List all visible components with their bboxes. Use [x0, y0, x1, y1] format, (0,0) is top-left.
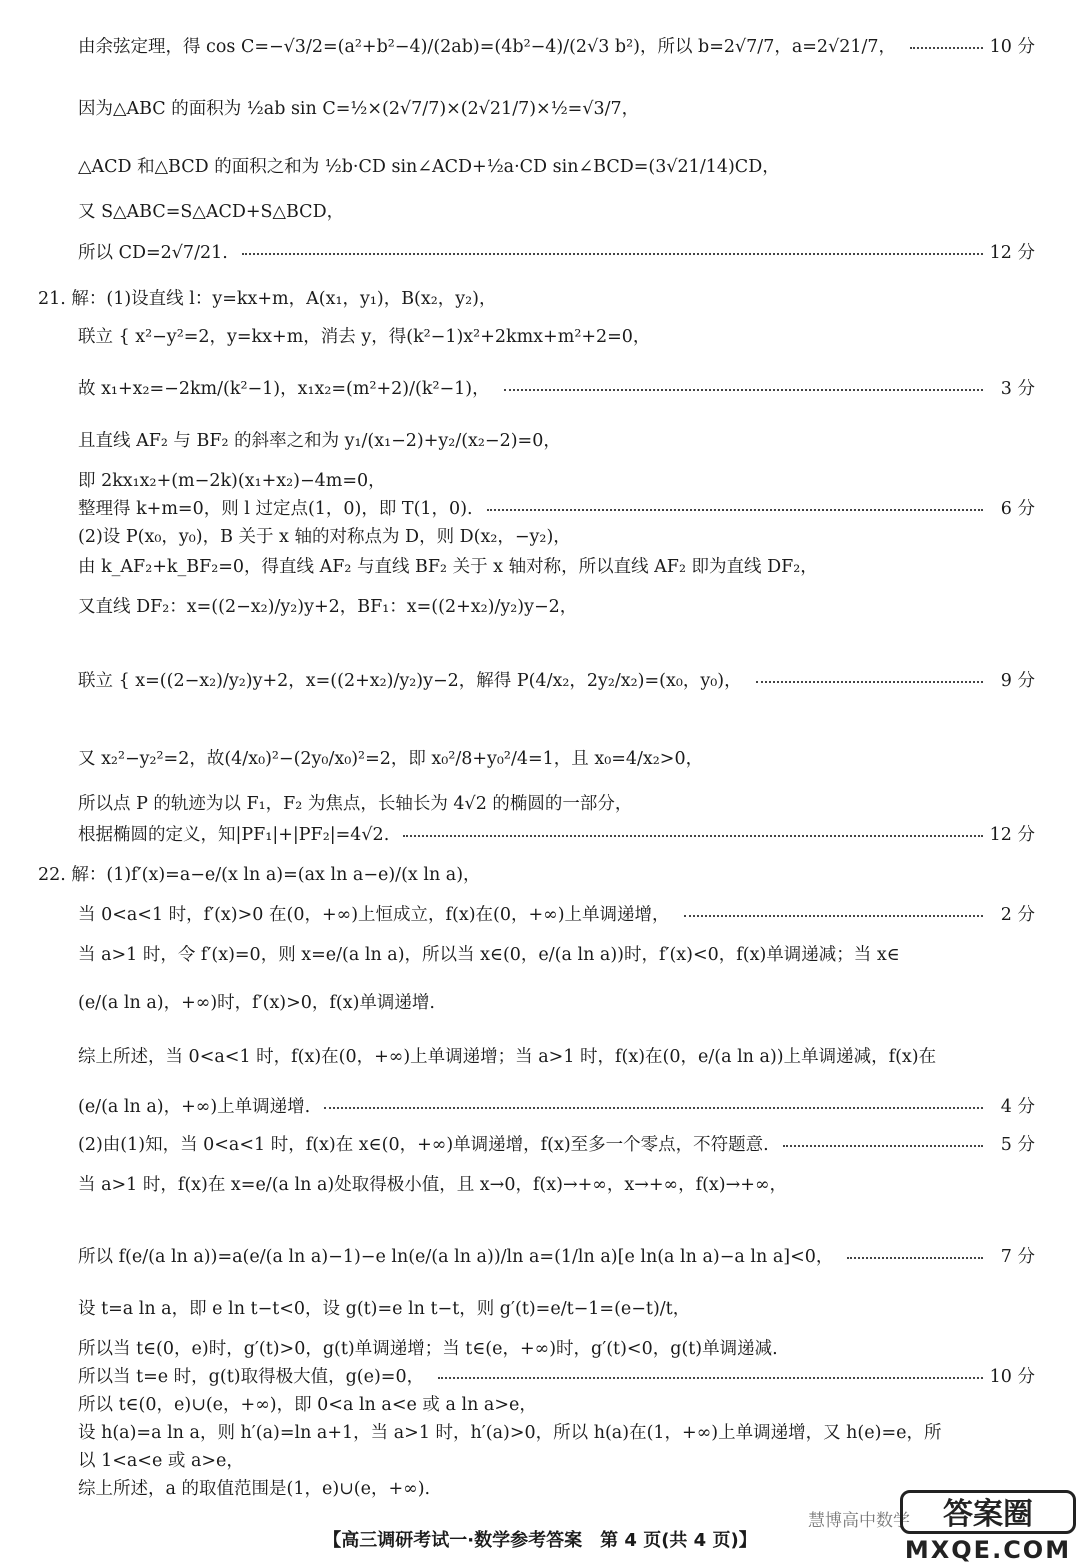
line-text: 即 2kx₁x₂+(m−2k)(x₁+x₂)−4m=0，	[78, 471, 386, 491]
solution-line	[0, 282, 1080, 316]
line-text: 根据椭圆的定义，知|PF₁|+|PF₂|=4√2.	[78, 825, 390, 845]
line-text: 所以 f(e/(a ln a))=a(e/(a ln a)−1)−e ln(e/(a ln a))/ln a=(1/ln a)[e ln(a ln a)−a ln a]<0，	[78, 1247, 834, 1267]
line-text: 由 k_AF₂+k_BF₂=0，得直线 AF₂ 与直线 BF₂ 关于 x 轴对称，所以直线 AF₂ 即为直线 DF₂，	[78, 557, 818, 577]
solution-line	[0, 590, 1080, 624]
line-text: 联立 { x=((2−x₂)/y₂)y+2，x=((2+x₂)/y₂)y−2，解得 P(4/x₂，2y₂/x₂)=(x₀，y₀)，	[78, 671, 742, 691]
leader-dots	[324, 1107, 983, 1109]
line-text: 且直线 AF₂ 与 BF₂ 的斜率之和为 y₁/(x₁−2)+y₂/(x₂−2)=0，	[78, 431, 561, 451]
leader-dots	[487, 509, 983, 511]
solution-line	[0, 787, 1080, 821]
line-text: 又 x₂²−y₂²=2，故(4/x₀)²−(2y₀/x₀)²=2，即 x₀²/8+y₀²/4=1，且 x₀=4/x₂>0，	[78, 749, 704, 769]
line-text: 联立 { x²−y²=2，y=kx+m，消去 y，得(k²−1)x²+2kmx+m²+2=0，	[78, 327, 651, 347]
stamp-title: 答案圈	[900, 1490, 1076, 1534]
solution-line	[0, 986, 1080, 1020]
line-text: 以 1<a<e 或 a>e，	[78, 1451, 244, 1471]
score-label: 9 分	[1000, 671, 1035, 691]
solution-line	[0, 1240, 1080, 1274]
line-text: 所以 CD=2√7/21.	[78, 243, 228, 263]
solution-line	[0, 898, 1080, 932]
solution-line	[0, 1168, 1080, 1202]
solution-line	[0, 1292, 1080, 1326]
solution-line	[0, 858, 1080, 892]
leader-dots	[242, 253, 983, 255]
line-text: 当 0<a<1 时，f′(x)>0 在(0，+∞)上恒成立，f(x)在(0，+∞)上单调递增，	[78, 905, 670, 925]
leader-dots	[783, 1145, 983, 1147]
score-label: 12 分	[989, 243, 1035, 263]
line-text: (2)设 P(x₀，y₀)，B 关于 x 轴的对称点为 D，则 D(x₂，−y₂)，	[78, 527, 571, 547]
line-text: 设 t=a ln a，即 e ln t−t<0，设 g(t)=e ln t−t，则 g′(t)=e/t−1=(e−t)/t，	[78, 1299, 691, 1319]
solution-line	[0, 1040, 1080, 1074]
score-label: 6 分	[1000, 499, 1035, 519]
line-text: 当 a>1 时，令 f′(x)=0，则 x=e/(a ln a)，所以当 x∈(0，e/(a ln a))时，f′(x)<0，f(x)单调递减；当 x∈	[78, 945, 900, 965]
line-text: 综上所述，当 0<a<1 时，f(x)在(0，+∞)上单调递增；当 a>1 时，f(x)在(0，e/(a ln a))上单调递减，f(x)在	[78, 1047, 937, 1067]
leader-dots	[403, 835, 983, 837]
score-label: 2 分	[1000, 905, 1035, 925]
solution-line	[0, 424, 1080, 458]
stamp-url: MXQE.COM	[904, 1536, 1072, 1564]
leader-dots	[684, 915, 983, 917]
leader-dots	[756, 681, 983, 683]
leader-dots	[504, 389, 983, 391]
solution-line	[0, 1090, 1080, 1124]
line-text: 当 a>1 时，f(x)在 x=e/(a ln a)处取得极小值，且 x→0，f(x)→+∞，x→+∞，f(x)→+∞，	[78, 1175, 788, 1195]
score-label: 7 分	[1000, 1247, 1035, 1267]
wechat-watermark: 慧博高中数学	[808, 1511, 910, 1531]
score-label: 4 分	[1000, 1097, 1035, 1117]
solution-line	[0, 818, 1080, 852]
line-text: (2)由(1)知，当 0<a<1 时，f(x)在 x∈(0，+∞)单调递增，f(x)至多一个零点，不符题意.	[78, 1135, 769, 1155]
solution-line	[0, 664, 1080, 698]
line-text: 22. 解：(1)f′(x)=a−e/(x ln a)=(ax ln a−e)/(x ln a)，	[38, 865, 481, 885]
solution-line	[0, 938, 1080, 972]
line-text: (e/(a ln a)，+∞)时，f′(x)>0，f(x)单调递增.	[78, 993, 435, 1013]
solution-line	[0, 30, 1080, 64]
solution-line	[0, 150, 1080, 184]
line-text: 又直线 DF₂：x=((2−x₂)/y₂)y+2，BF₁：x=((2+x₂)/y₂)y−2，	[78, 597, 578, 617]
solution-line	[0, 742, 1080, 776]
line-text: 所以点 P 的轨迹为以 F₁，F₂ 为焦点，长轴长为 4√2 的椭圆的一部分，	[78, 794, 633, 814]
solution-line	[0, 372, 1080, 406]
line-text: 所以当 t∈(0，e)时，g′(t)>0，g(t)单调递增；当 t∈(e，+∞)时，g′(t)<0，g(t)单调递减.	[78, 1339, 778, 1359]
line-text: 所以 t∈(0，e)∪(e，+∞)，即 0<a ln a<e 或 a ln a>e，	[78, 1395, 537, 1415]
line-text: 故 x₁+x₂=−2km/(k²−1)，x₁x₂=(m²+2)/(k²−1)，	[78, 379, 490, 399]
line-text: 整理得 k+m=0，则 l 过定点(1，0)，即 T(1，0).	[78, 499, 473, 519]
solution-line	[0, 1128, 1080, 1162]
line-text: 综上所述，a 的取值范围是(1，e)∪(e，+∞).	[78, 1479, 431, 1499]
line-text: (e/(a ln a)，+∞)上单调递增.	[78, 1097, 311, 1117]
score-label: 10 分	[989, 1367, 1035, 1387]
line-text: 又 S△ABC=S△ACD+S△BCD，	[78, 202, 345, 222]
line-text: 设 h(a)=a ln a，则 h′(a)=ln a+1，当 a>1 时，h′(a)>0，所以 h(a)在(1，+∞)上单调递增，又 h(e)=e，所	[78, 1423, 942, 1443]
solution-line	[0, 195, 1080, 229]
page-footer: 【高三调研考试一·数学参考答案 第 4 页(共 4 页)】	[323, 1530, 757, 1551]
score-label: 10 分	[989, 37, 1035, 57]
score-label: 5 分	[1000, 1135, 1035, 1155]
solution-line	[0, 550, 1080, 584]
line-text: 21. 解：(1)设直线 l：y=kx+m，A(x₁，y₁)，B(x₂，y₂)，	[38, 289, 497, 309]
solution-line	[0, 92, 1080, 126]
leader-dots	[438, 1377, 983, 1379]
site-logo-stamp	[900, 1490, 1076, 1566]
score-label: 3 分	[1000, 379, 1035, 399]
solution-line	[0, 236, 1080, 270]
line-text: 因为△ABC 的面积为 ½ab sin C=½×(2√7/7)×(2√21/7)×½=√3/7，	[78, 99, 640, 119]
leader-dots	[847, 1257, 983, 1259]
solution-line	[0, 520, 1080, 554]
solution-line	[0, 320, 1080, 354]
score-label: 12 分	[989, 825, 1035, 845]
line-text: 由余弦定理，得 cos C=−√3/2=(a²+b²−4)/(2ab)=(4b²−4)/(2√3 b²)，所以 b=2√7/7，a=2√21/7，	[78, 37, 897, 57]
line-text: △ACD 和△BCD 的面积之和为 ½b·CD sin∠ACD+½a·CD sin∠BCD=(3√21/14)CD，	[78, 157, 780, 177]
line-text: 所以当 t=e 时，g(t)取得极大值，g(e)=0，	[78, 1367, 425, 1387]
leader-dots	[910, 47, 983, 49]
